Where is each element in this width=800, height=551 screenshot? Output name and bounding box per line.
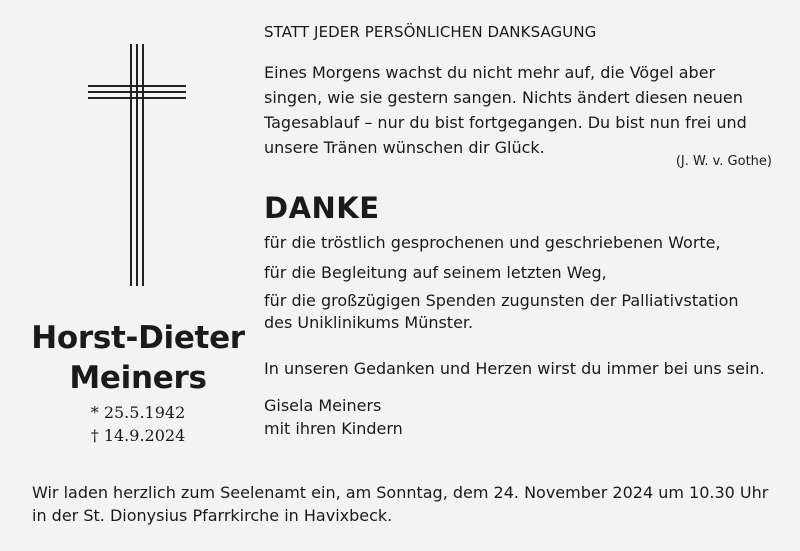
signature-name: Gisela Meiners bbox=[264, 396, 382, 415]
deceased-name bbox=[20, 318, 256, 398]
thanks-line-part: für die großzügigen Spenden zugunsten der Palliativstation bbox=[264, 291, 739, 310]
birth-date: * 25.5.1942 bbox=[90, 403, 186, 422]
poem bbox=[264, 60, 784, 160]
poem-author: (J. W. v. Gothe) bbox=[675, 154, 772, 169]
notice-heading: STATT JEDER PERSÖNLICHEN DANKSAGUNG bbox=[264, 23, 597, 41]
invitation-line: in der St. Dionysius Pfarrkirche in Havixbeck. bbox=[32, 506, 393, 525]
memory-text: In unseren Gedanken und Herzen wirst du immer bei uns sein. bbox=[264, 359, 765, 378]
cross-icon bbox=[88, 44, 186, 286]
signature bbox=[264, 394, 784, 440]
thanks-line: für die tröstlich gesprochenen und geschriebenen Worte, bbox=[264, 233, 721, 252]
signature-family: mit ihren Kindern bbox=[264, 419, 403, 438]
poem-line: Tagesablauf – nur du bist fortgegangen. Du bist nun frei und bbox=[264, 113, 747, 132]
poem-line: singen, wie sie gestern sangen. Nichts ändert diesen neuen bbox=[264, 88, 743, 107]
thanks-line-part: des Uniklinikums Münster. bbox=[264, 313, 474, 332]
thanks-line bbox=[264, 290, 784, 334]
death-date: † 14.9.2024 bbox=[90, 426, 186, 445]
last-name: Meiners bbox=[69, 360, 207, 396]
first-name: Horst-Dieter bbox=[31, 320, 245, 356]
thanks-title: DANKE bbox=[264, 191, 380, 225]
life-dates bbox=[20, 401, 256, 447]
thanks-line: für die Begleitung auf seinem letzten Weg, bbox=[264, 263, 607, 282]
poem-line: Eines Morgens wachst du nicht mehr auf, die Vögel aber bbox=[264, 63, 716, 82]
poem-line: unsere Tränen wünschen dir Glück. bbox=[264, 138, 545, 157]
invitation bbox=[32, 481, 792, 527]
invitation-line: Wir laden herzlich zum Seelenamt ein, am Sonntag, dem 24. November 2024 um 10.30 Uhr bbox=[32, 483, 769, 502]
